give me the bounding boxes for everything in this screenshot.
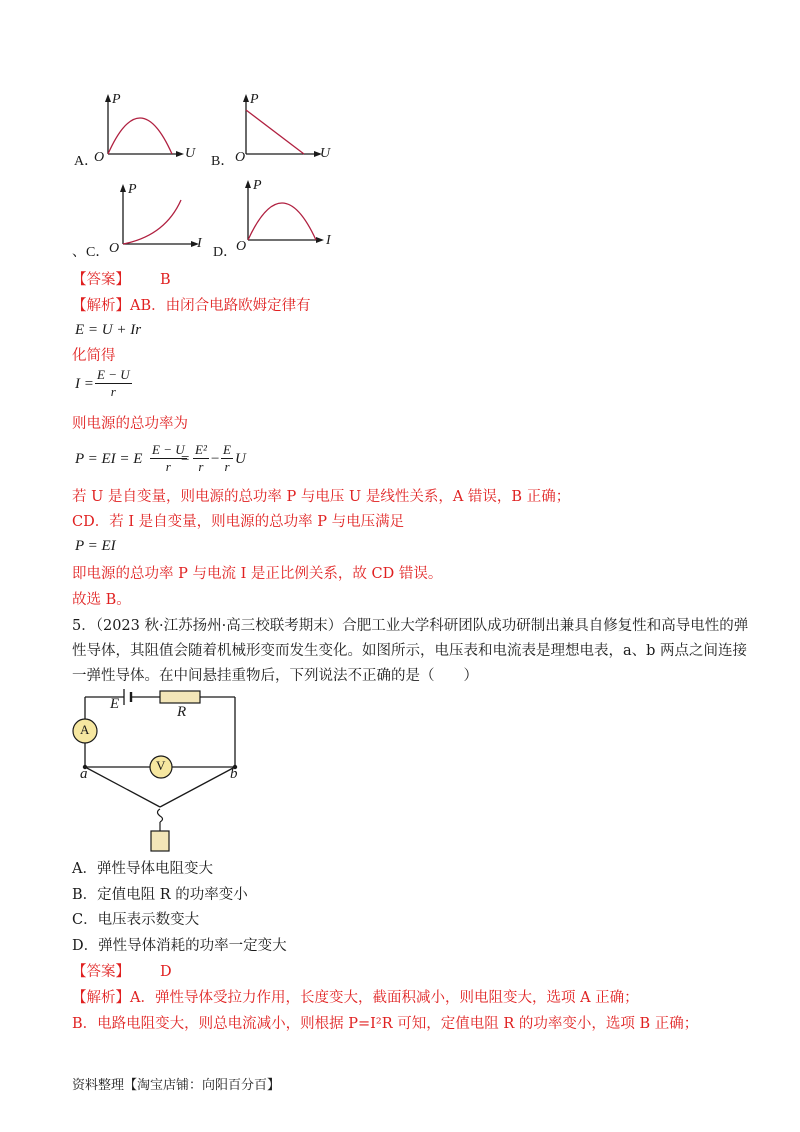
q4-eq2-lhs: I =: [75, 376, 94, 392]
q4-eq3-a: P = EI = E: [75, 451, 143, 467]
q4-eq3-eq: =: [180, 451, 191, 467]
q4-eq3-num3: E: [223, 442, 231, 457]
q4-eq3-frac2: [193, 442, 209, 475]
q4-eq2-fraction: [95, 367, 132, 400]
q5-analysis-a: [72, 988, 639, 1008]
q5-option-b: B．定值电阻 R 的功率变小: [72, 887, 248, 903]
q4-conclusion: 故选 B。: [72, 592, 131, 608]
circuit-node-a: a: [80, 766, 88, 782]
graph-a-y-label: P: [112, 92, 121, 107]
q4-eq3-num2: E²: [195, 442, 207, 457]
graph-d-x-label: I: [326, 233, 331, 248]
circuit-node-b: b: [230, 766, 238, 782]
graph-a-origin: O: [94, 150, 105, 165]
q4-line-cd: CD．若 I 是自变量，则电源的总功率 P 与电压满足: [72, 514, 405, 530]
q4-eq3-minus: −: [210, 451, 221, 467]
q5-answer-tag: 【答案】: [72, 964, 130, 980]
q5-option-d: D．弹性导体消耗的功率一定变大: [72, 938, 287, 954]
graph-b-x-label: U: [320, 146, 331, 161]
q4-answer-tag: 【答案】: [72, 272, 130, 288]
q4-answer-value: B: [160, 272, 171, 288]
q4-eq3-frac3: [221, 442, 233, 475]
q5-option-c: C．电压表示数变大: [72, 912, 200, 928]
q4-eq3-num1: E − U: [152, 442, 185, 457]
q4-eq3-den3: r: [224, 459, 230, 474]
option-a-label: A．: [74, 154, 99, 169]
q5-analysis-b: B．电路电阻变大，则总电流减小，则根据 P=I²R 可知，定值电阻 R 的功率变小，选项 B 正确；: [72, 1016, 699, 1032]
graph-b-origin: O: [235, 150, 246, 165]
q4-analysis-tag: 【解析】: [72, 298, 130, 314]
q4-power-intro: 则电源的总功率为: [72, 416, 188, 432]
option-b-label: B．: [211, 154, 235, 169]
q4-analysis-intro-text: AB．由闭合电路欧姆定律有: [130, 298, 311, 314]
q5-answer-value: D: [160, 964, 172, 980]
circuit-label-r: R: [177, 704, 187, 720]
graph-c-y-label: P: [128, 182, 137, 197]
q4-line-prop: 即电源的总功率 P 与电流 I 是正比例关系，故 CD 错误。: [72, 566, 443, 582]
q5-stem-line3: 一弹性导体。在中间悬挂重物后，下列说法不正确的是（ ）: [72, 668, 478, 684]
q5-analysis-a-text: A．弹性导体受拉力作用，长度变大，截面积减小，则电阻变大，选项 A 正确；: [130, 990, 639, 1006]
q5-analysis-tag: 【解析】: [72, 990, 130, 1006]
circuit-label-e: E: [110, 696, 120, 712]
graph-b-y-label: P: [250, 92, 259, 107]
graph-d-origin: O: [236, 239, 247, 254]
graph-d-y-label: P: [253, 178, 262, 193]
q5-option-a: A．弹性导体电阻变大: [72, 861, 213, 877]
q4-eq4: P = EI: [75, 538, 116, 554]
graph-c-origin: O: [109, 241, 120, 256]
q4-analysis-intro: [72, 296, 311, 316]
option-c-label: 、C．: [72, 245, 110, 260]
page-footer: 资料整理【淘宝店铺：向阳百分百】: [72, 1078, 281, 1093]
circuit-ammeter-a: A: [80, 722, 90, 737]
q4-eq2-num: E − U: [97, 367, 130, 382]
q4-eq3-den2: r: [198, 459, 204, 474]
q4-eq2-den: r: [110, 384, 116, 399]
graph-a-x-label: U: [185, 146, 196, 161]
q4-line-ab: 若 U 是自变量，则电源的总功率 P 与电压 U 是线性关系，A 错误，B 正确；: [72, 489, 571, 505]
q5-stem-line1: 5．（2023 秋·江苏扬州·高三校联考期末）合肥工业大学科研团队成功研制出兼具自修复性和高导电性的弹: [72, 618, 749, 634]
q4-eq3-den1: r: [165, 459, 171, 474]
q4-answer-line: [72, 270, 171, 290]
q4-eq1: E = U + Ir: [75, 322, 142, 338]
circuit-voltmeter-v: V: [156, 758, 166, 773]
graph-c-x-label: I: [197, 236, 202, 251]
q4-eq3-tail: U: [235, 451, 246, 467]
q5-stem-line2: 性导体，其阻值会随着机械形变而发生变化。如图所示，电压表和电流表是理想电表，a、b 两点之间连接: [72, 643, 748, 659]
q5-answer-line: [72, 962, 172, 982]
q4-simplify: 化简得: [72, 348, 116, 364]
option-d-label: D．: [213, 245, 238, 260]
